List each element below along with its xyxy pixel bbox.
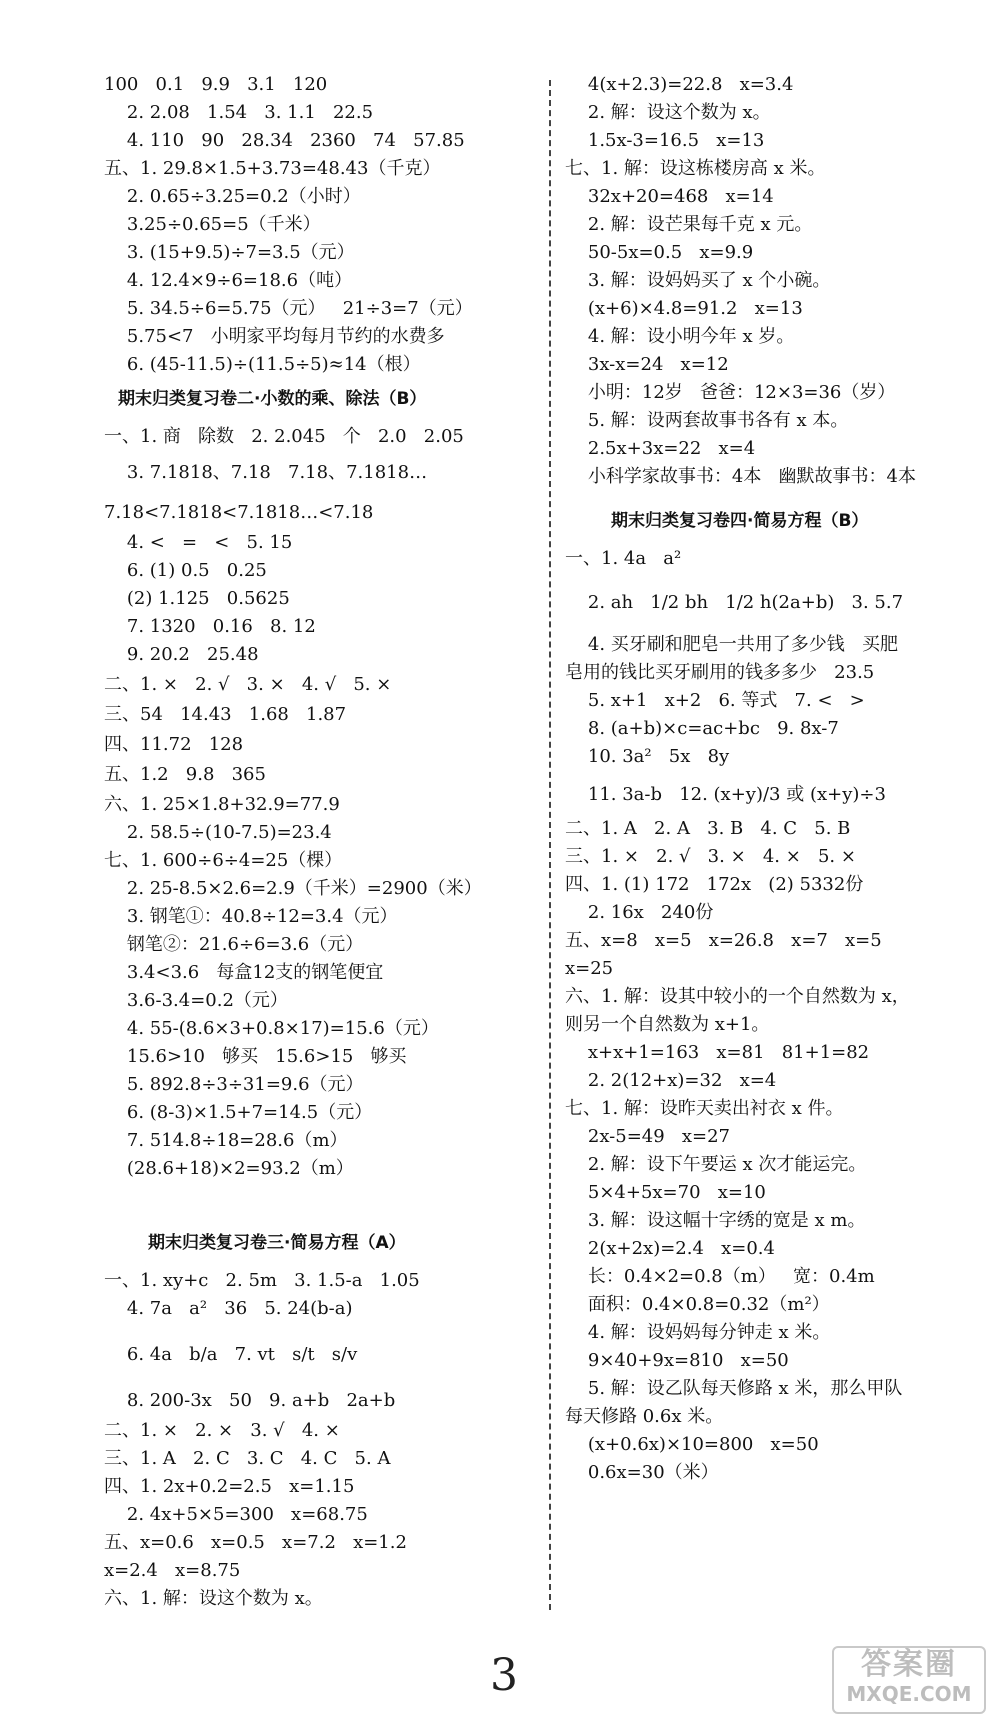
text-line: 7.18<7.1818<7.1818…<7.18 [104, 502, 374, 523]
text-line: 11. 3a-b 12. (x+y)/3 或 (x+y)÷3 [565, 784, 886, 805]
text-line: 小明：12岁 爸爸：12×3=36（岁） [565, 382, 896, 403]
text-line: 一、1. 商 除数 2. 2.045 个 2.0 2.05 [104, 426, 464, 447]
text-line: 5.75<7 小明家平均每月节约的水费多 [104, 326, 445, 347]
text-line: 9. 20.2 25.48 [104, 644, 259, 665]
text-line: 4. 解：设妈妈每分钟走 x 米。 [565, 1322, 831, 1343]
text-line: 三、1. A 2. C 3. C 4. C 5. A [104, 1448, 391, 1469]
text-line: 5. x+1 x+2 6. 等式 7. < > [565, 690, 865, 711]
text-line: 五、1.2 9.8 365 [104, 764, 266, 785]
text-line: 七、1. 解：设昨天卖出衬衣 x 件。 [565, 1098, 844, 1119]
text-line: 2. 解：设下午要运 x 次才能运完。 [565, 1154, 867, 1175]
text-line: 2. 2(12+x)=32 x=4 [565, 1070, 777, 1091]
text-line: 2. 解：设芒果每千克 x 元。 [565, 214, 813, 235]
text-line: 7. 1320 0.16 8. 12 [104, 616, 316, 637]
text-line: 4. < = < 5. 15 [104, 532, 293, 553]
text-line: 六、1. 解：设其中较小的一个自然数为 x， [565, 986, 910, 1007]
text-line: 3.6-3.4=0.2（元） [104, 990, 288, 1011]
page-number: 3 [490, 1650, 518, 1701]
text-line: 三、54 14.43 1.68 1.87 [104, 704, 347, 725]
text-line: 9×40+9x=810 x=50 [565, 1350, 789, 1371]
text-line: 3. 7.1818、7.18 7.18、7.1818… [104, 462, 428, 483]
watermark-title: 答案圈 [861, 1647, 957, 1682]
text-line: 4. 110 90 28.34 2360 74 57.85 [104, 130, 465, 151]
text-line: 8. (a+b)×c=ac+bc 9. 8x-7 [565, 718, 839, 739]
text-line: 五、1. 29.8×1.5+3.73=48.43（千克） [104, 158, 441, 179]
text-line: 二、1. × 2. √ 3. × 4. √ 5. × [104, 674, 392, 695]
text-line: 5. 解：设乙队每天修路 x 米，那么甲队 [565, 1378, 903, 1399]
text-line: 6. (8-3)×1.5+7=14.5（元） [104, 1102, 373, 1123]
text-line: 15.6>10 够买 15.6>15 够买 [104, 1046, 407, 1067]
text-line: x=2.4 x=8.75 [104, 1560, 241, 1581]
text-line: 2.5x+3x=22 x=4 [565, 438, 756, 459]
text-line: 面积：0.4×0.8=0.32（m²） [565, 1294, 830, 1315]
text-line: 4. 解：设小明今年 x 岁。 [565, 326, 795, 347]
text-line: 一、1. 4a a² [565, 548, 682, 569]
text-line: (x+0.6x)×10=800 x=50 [565, 1434, 819, 1455]
text-line: 3. 钢笔①：40.8÷12=3.4（元） [104, 906, 398, 927]
text-line: 50-5x=0.5 x=9.9 [565, 242, 754, 263]
text-line: 3.25÷0.65=5（千米） [104, 214, 321, 235]
text-line: 七、1. 600÷6÷4=25（棵） [104, 850, 343, 871]
text-line: 六、1. 解：设这个数为 x。 [104, 1588, 323, 1609]
text-line: 小科学家故事书：4本 幽默故事书：4本 [565, 466, 916, 487]
text-line: 五、x=8 x=5 x=26.8 x=7 x=5 [565, 930, 882, 951]
section-heading: 期末归类复习卷四·简易方程（B） [611, 511, 869, 531]
text-line: 二、1. × 2. × 3. √ 4. × [104, 1420, 340, 1441]
text-line: 32x+20=468 x=14 [565, 186, 774, 207]
text-line: 4(x+2.3)=22.8 x=3.4 [565, 74, 794, 95]
text-line: 2. 58.5÷(10-7.5)=23.4 [104, 822, 332, 843]
text-line: 2. 16x 240份 [565, 902, 714, 923]
text-line: 皂用的钱比买牙刷用的钱多多少 23.5 [565, 662, 875, 683]
text-line: x=25 [565, 958, 614, 979]
text-line: 四、1. 2x+0.2=2.5 x=1.15 [104, 1476, 355, 1497]
text-line: 2x-5=49 x=27 [565, 1126, 730, 1147]
text-line: 6. (45-11.5)÷(11.5÷5)≈14（根） [104, 354, 421, 375]
column-divider [549, 80, 551, 1610]
text-line: 100 0.1 9.9 3.1 120 [104, 74, 328, 95]
text-line: 10. 3a² 5x 8y [565, 746, 730, 767]
text-line: 1.5x-3=16.5 x=13 [565, 130, 765, 151]
text-line: 2. 2.08 1.54 3. 1.1 22.5 [104, 102, 374, 123]
text-line: 4. 55-(8.6×3+0.8×17)=15.6（元） [104, 1018, 439, 1039]
text-line: 2(x+2x)=2.4 x=0.4 [565, 1238, 775, 1259]
text-line: 2. 4x+5×5=300 x=68.75 [104, 1504, 368, 1525]
text-line: 五、x=0.6 x=0.5 x=7.2 x=1.2 [104, 1532, 407, 1553]
text-line: (28.6+18)×2=93.2（m） [104, 1158, 354, 1179]
text-line: 七、1. 解：设这栋楼房高 x 米。 [565, 158, 826, 179]
text-line: 四、11.72 128 [104, 734, 244, 755]
text-line: 8. 200-3x 50 9. a+b 2a+b [104, 1390, 396, 1411]
text-line: 6. (1) 0.5 0.25 [104, 560, 267, 581]
section-heading: 期末归类复习卷二·小数的乘、除法（B） [118, 389, 427, 409]
watermark-logo [832, 1646, 986, 1714]
text-line: 0.6x=30（米） [565, 1462, 719, 1483]
text-line: 3x-x=24 x=12 [565, 354, 729, 375]
text-line: 钢笔②：21.6÷6=3.6（元） [104, 934, 364, 955]
text-line: 每天修路 0.6x 米。 [565, 1406, 724, 1427]
text-line: 2. ah 1/2 bh 1/2 h(2a+b) 3. 5.7 [565, 592, 904, 613]
text-line: 4. 7a a² 36 5. 24(b-a) [104, 1298, 353, 1319]
text-line: (2) 1.125 0.5625 [104, 588, 290, 609]
text-line: 5. 解：设两套故事书各有 x 本。 [565, 410, 849, 431]
text-line: 一、1. xy+c 2. 5m 3. 1.5-a 1.05 [104, 1270, 420, 1291]
text-line: 则另一个自然数为 x+1。 [565, 1014, 770, 1035]
text-line: 6. 4a b/a 7. vt s/t s/v [104, 1344, 358, 1365]
text-line: 4. 买牙刷和肥皂一共用了多少钱 买肥 [565, 634, 898, 655]
text-line: 3. 解：设妈妈买了 x 个小碗。 [565, 270, 831, 291]
text-line: 5. 892.8÷3÷31=9.6（元） [104, 1074, 364, 1095]
text-line: 3. 解：设这幅十字绣的宽是 x m。 [565, 1210, 866, 1231]
text-line: 长：0.4×2=0.8（m） 宽：0.4m [565, 1266, 875, 1287]
text-line: 四、1. (1) 172 172x (2) 5332份 [565, 874, 864, 895]
text-line: 2. 解：设这个数为 x。 [565, 102, 771, 123]
text-line: 3. (15+9.5)÷7=3.5（元） [104, 242, 355, 263]
text-line: 4. 12.4×9÷6=18.6（吨） [104, 270, 353, 291]
text-line: (x+6)×4.8=91.2 x=13 [565, 298, 803, 319]
text-line: 三、1. × 2. √ 3. × 4. × 5. × [565, 846, 856, 867]
text-line: 5×4+5x=70 x=10 [565, 1182, 766, 1203]
text-line: 2. 25-8.5×2.6=2.9（千米）=2900（米） [104, 878, 482, 899]
section-heading: 期末归类复习卷三·简易方程（A） [148, 1233, 406, 1253]
watermark-url: MXQE.COM [846, 1682, 972, 1706]
text-line: 2. 0.65÷3.25=0.2（小时） [104, 186, 361, 207]
text-line: 5. 34.5÷6=5.75（元） 21÷3=7（元） [104, 298, 473, 319]
text-line: 二、1. A 2. A 3. B 4. C 5. B [565, 818, 851, 839]
text-line: 六、1. 25×1.8+32.9=77.9 [104, 794, 340, 815]
text-line: 3.4<3.6 每盒12支的钢笔便宜 [104, 962, 384, 983]
text-line: x+x+1=163 x=81 81+1=82 [565, 1042, 870, 1063]
text-line: 7. 514.8÷18=28.6（m） [104, 1130, 348, 1151]
